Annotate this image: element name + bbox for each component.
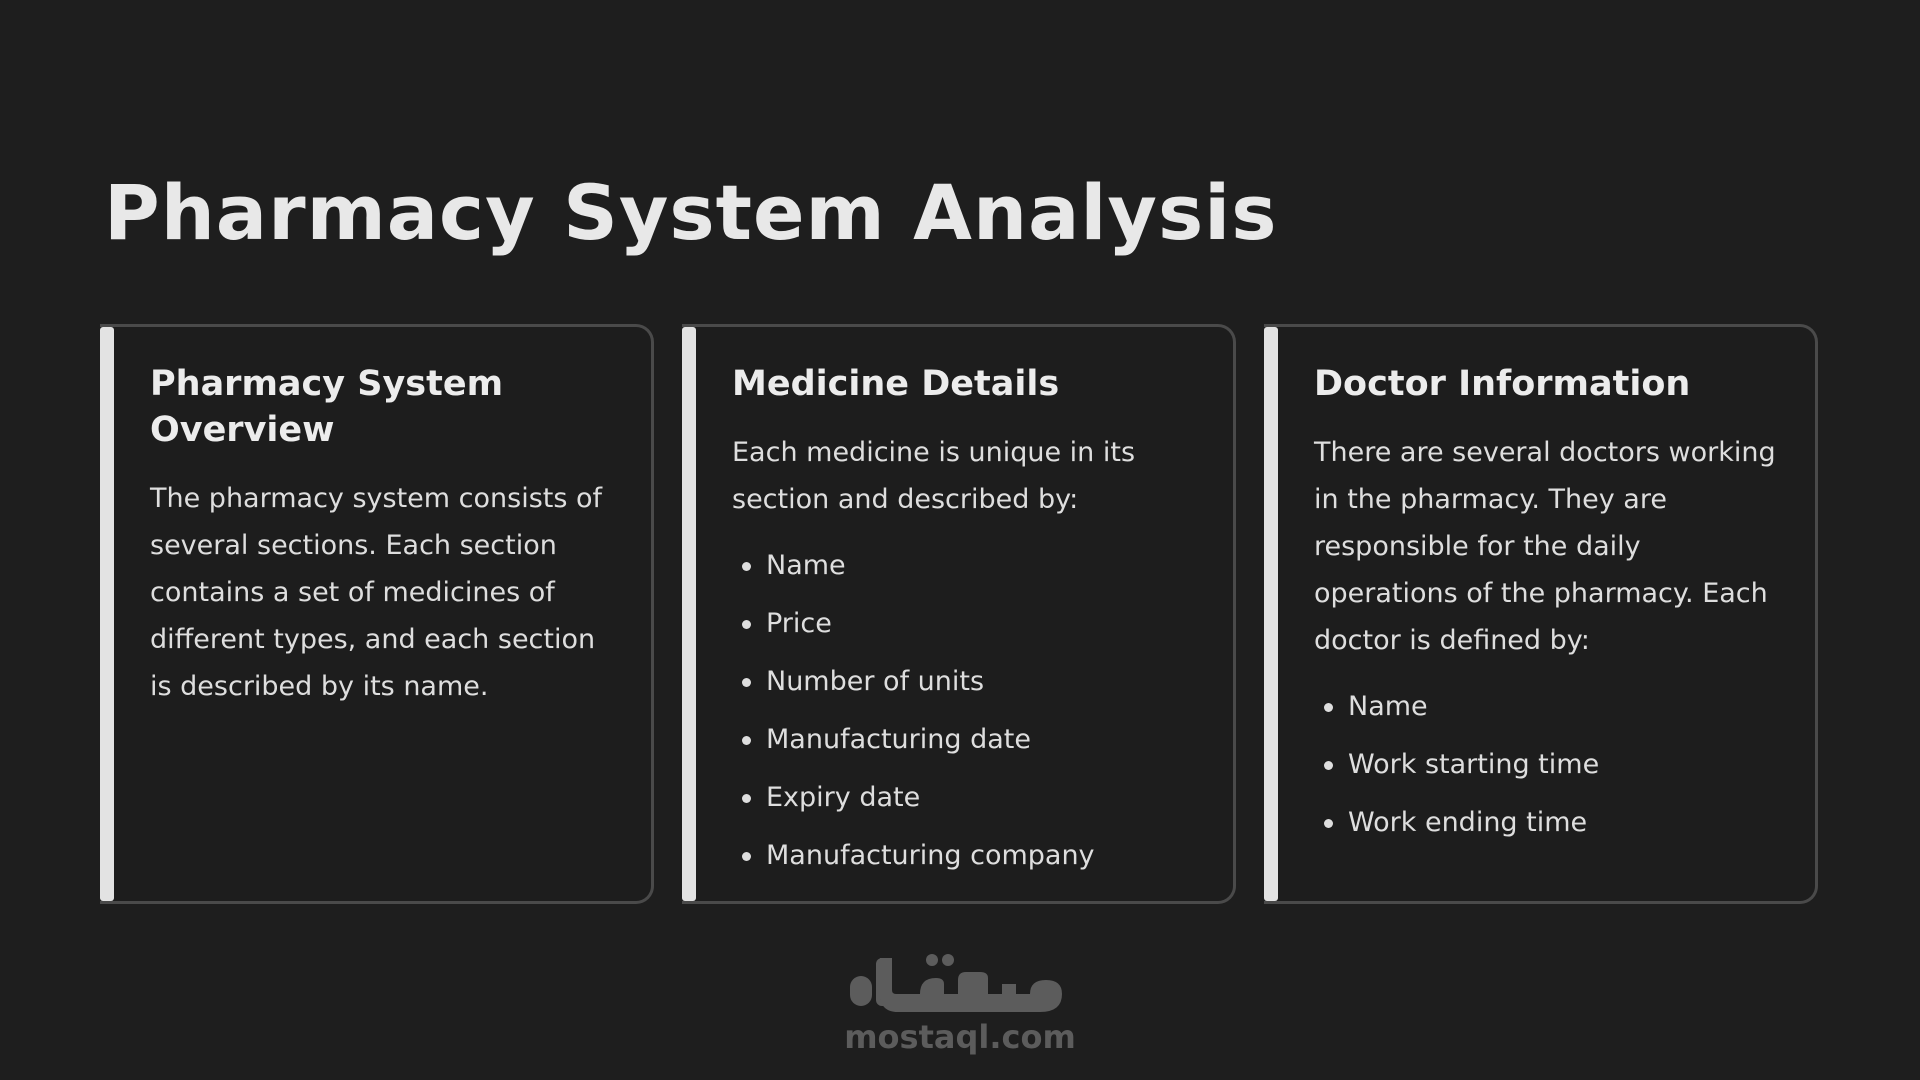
list-item <box>732 769 1203 827</box>
card-text: Each medicine is unique in its section and described by: <box>732 437 1136 515</box>
list-item-label: Work starting time <box>1348 749 1600 780</box>
mostaql-logo-icon <box>840 950 1080 1022</box>
medicine-attribute-list <box>732 537 1203 885</box>
card-text: There are several doctors working in the pharmacy. They are responsible for the daily operations of the pharmacy. Each doctor is defined by: <box>1314 437 1776 656</box>
list-item <box>732 653 1203 711</box>
card-body <box>1314 361 1785 852</box>
list-item-label: Price <box>766 608 832 639</box>
cards-container <box>100 324 1818 908</box>
list-item-label: Name <box>766 550 846 581</box>
bullet-icon <box>742 852 751 861</box>
page-title: Pharmacy System Analysis <box>104 168 1278 257</box>
list-item-label: Number of units <box>766 666 985 697</box>
bullet-icon <box>1324 703 1333 712</box>
mostaql-watermark <box>840 950 1080 1060</box>
list-item <box>1314 736 1785 794</box>
card-text: The pharmacy system consists of several sections. Each section contains a set of medicines of different types, and each section is described by its name. <box>150 483 603 702</box>
card-medicine-details <box>682 324 1236 904</box>
card-pharmacy-overview <box>100 324 654 904</box>
card-body <box>732 361 1203 885</box>
list-item <box>1314 794 1785 852</box>
watermark-domain: mostaql.com <box>844 1018 1076 1056</box>
list-item-label: Work ending time <box>1348 807 1588 838</box>
doctor-attribute-list <box>1314 678 1785 852</box>
list-item-label: Manufacturing date <box>766 724 1031 755</box>
list-item <box>732 827 1203 885</box>
list-item-label: Expiry date <box>766 782 921 813</box>
card-title: Doctor Information <box>1314 364 1691 404</box>
card-title: Medicine Details <box>732 364 1060 404</box>
list-item <box>732 537 1203 595</box>
list-item-label: Manufacturing company <box>766 840 1095 871</box>
bullet-icon <box>742 794 751 803</box>
card-body <box>150 361 621 710</box>
card-doctor-information <box>1264 324 1818 904</box>
card-title: Pharmacy System Overview <box>150 364 504 450</box>
bullet-icon <box>742 678 751 687</box>
bullet-icon <box>742 736 751 745</box>
bullet-icon <box>742 620 751 629</box>
list-item-label: Name <box>1348 691 1428 722</box>
list-item <box>1314 678 1785 736</box>
card-accent-bar <box>100 327 114 901</box>
card-accent-bar <box>1264 327 1278 901</box>
list-item <box>732 595 1203 653</box>
list-item <box>732 711 1203 769</box>
bullet-icon <box>742 562 751 571</box>
bullet-icon <box>1324 819 1333 828</box>
card-accent-bar <box>682 327 696 901</box>
bullet-icon <box>1324 761 1333 770</box>
